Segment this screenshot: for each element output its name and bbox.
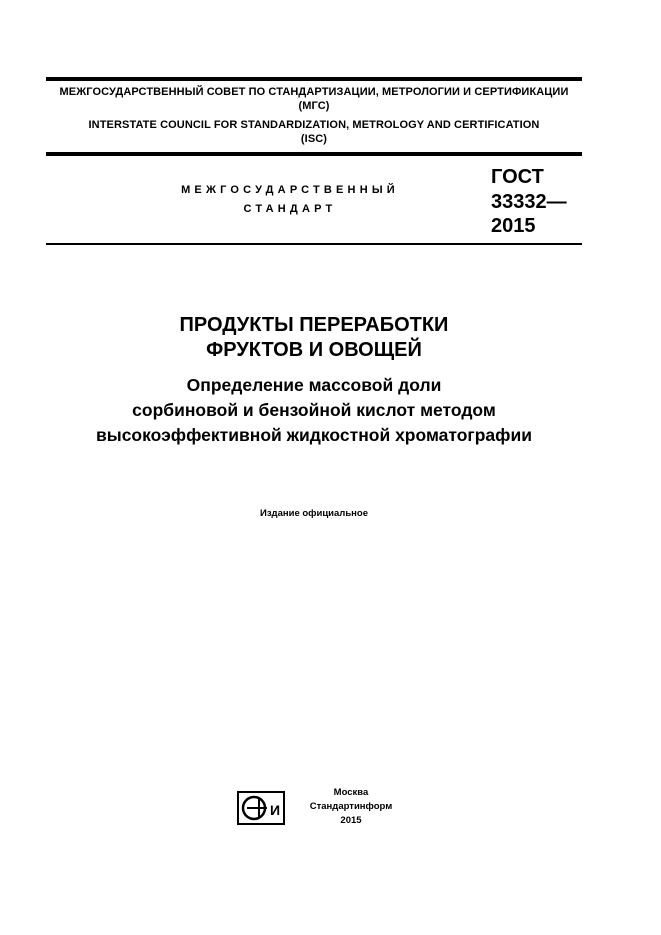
gost-number: 33332— (491, 191, 567, 213)
standard-bottom-rule (46, 243, 582, 245)
council-ru-line1: МЕЖГОСУДАРСТВЕННЫЙ СОВЕТ ПО СТАНДАРТИЗАЦИИ, МЕТРОЛОГИИ И СЕРТИФИКАЦИИ (59, 86, 569, 98)
council-en-line1: INTERSTATE COUNCIL FOR STANDARDIZATION, METROLOGY AND CERTIFICATION (88, 119, 540, 131)
top-rule (46, 77, 582, 81)
publisher-year: 2015 (340, 815, 362, 826)
title-main-line1: ПРОДУКТЫ ПЕРЕРАБОТКИ (179, 314, 449, 336)
title-sub-line3: высокоэффективной жидкостной хроматографии (96, 425, 532, 445)
edition-label: Издание официальное (260, 508, 368, 519)
publisher-city: Москва (333, 787, 369, 798)
standard-label-line2: СТАНДАРТ (243, 203, 337, 215)
council-en-line2: (ISC) (300, 133, 328, 145)
gost-year: 2015 (491, 215, 536, 237)
standard-label-line1: МЕЖГОСУДАРСТВЕННЫЙ (181, 184, 399, 196)
svg-text:И: И (270, 802, 281, 818)
standartinform-logo-icon (237, 791, 285, 825)
publisher-name: Стандартинформ (309, 801, 393, 812)
gost-code: ГОСТ (491, 166, 544, 188)
title-sub-line1: Определение массовой доли (186, 375, 442, 395)
council-ru-line2: (МГС) (298, 100, 330, 112)
council-bottom-rule (46, 152, 582, 156)
title-sub-line2: сорбиновой и бензойной кислот методом (132, 400, 496, 420)
standartinform-logo (237, 791, 285, 825)
title-main-line2: ФРУКТОВ И ОВОЩЕЙ (206, 339, 422, 361)
